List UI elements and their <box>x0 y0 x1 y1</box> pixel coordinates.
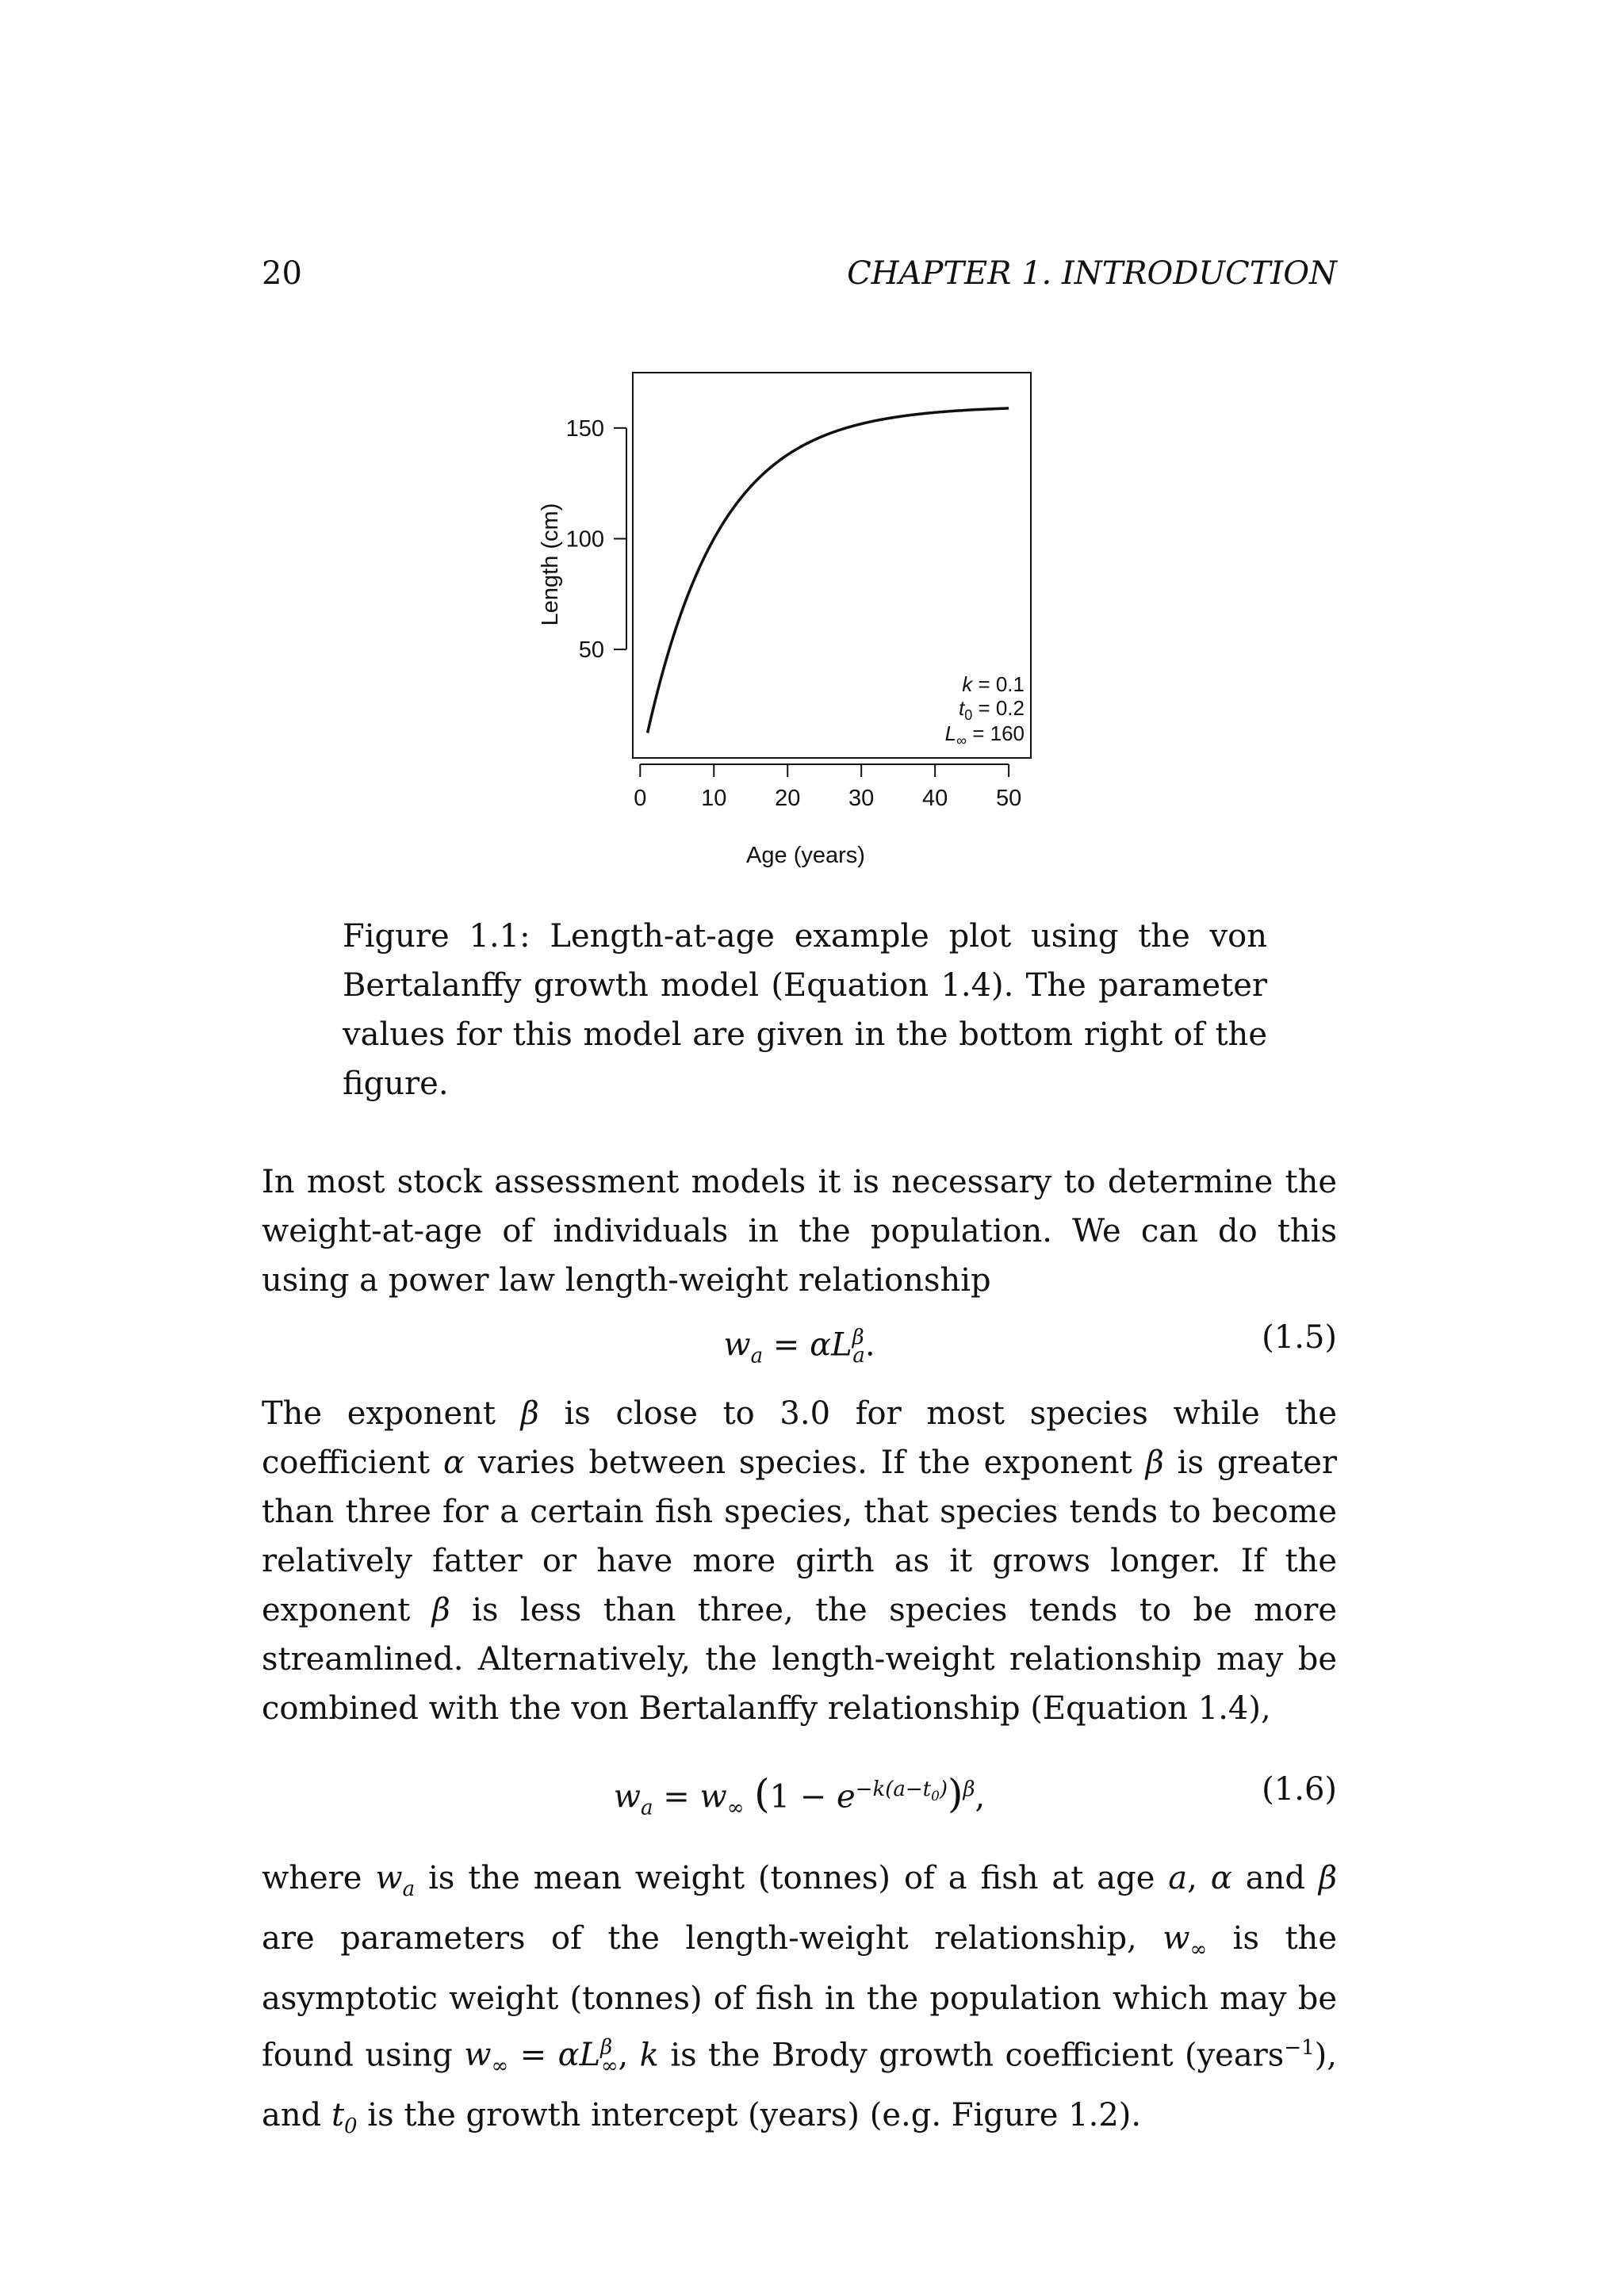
plot-box <box>633 373 1031 758</box>
growth-curve <box>648 408 1009 733</box>
page-header <box>262 255 1337 303</box>
length-at-age-chart <box>476 349 1078 888</box>
parameter-annotation <box>945 672 1025 748</box>
paragraph-2: The exponent β is close to 3.0 for most species while the coefficient α varies between species. If the exponent β is greater than three for a certain fish species, that species tends to become relatively fatter or have more girth as it grows longer. If the exponent β is less than three, the species tends to be more streamlined. Alternatively, the length-weight relationship may be combined with the von Bertalanffy relationship (Equation 1.4), <box>262 1395 1337 1727</box>
equation-1-5-number: (1.5) <box>1262 1319 1337 1356</box>
x-tick-label: 50 <box>995 786 1022 811</box>
x-tick-label: 20 <box>775 786 801 811</box>
paragraph-3: where $w_a$ is the mean weight (tonnes) of a fish at age a, α and β are parameters of the length-weight relationship, $w_\infty$ is the asymptotic weight (tonnes) of fish in the population which may be found using $w_\infty = \alpha L^\beta_\infty$, k is the Brody growth coefficient (years$^{-1}$), and $t_0$ is the growth intercept (years) (e.g. Figure 1.2). <box>262 1860 1337 2139</box>
figure-caption <box>343 912 1267 1108</box>
page-number: 20 <box>262 255 302 292</box>
param-linf: $L_\infty = 160$ <box>944 721 1025 748</box>
main-text <box>262 1158 1337 2151</box>
paragraph-1: In most stock assessment models it is necessary to determine the weight-at-age of individuals in the population. We can do this using a power law length-weight relationship <box>262 1164 1337 1299</box>
param-t0: $t_0 = 0.2$ <box>958 696 1025 723</box>
x-tick-label: 30 <box>848 786 875 811</box>
y-tick-label: 100 <box>565 526 604 553</box>
x-axis <box>634 764 1021 811</box>
figure-caption-text: Figure 1.1: Length-at-age example plot using the von Bertalanffy growth model (Equation 1.4). The parameter values for this model are given in the bottom right of the figure. <box>343 918 1267 1102</box>
chapter-title: CHAPTER 1. INTRODUCTION <box>847 255 1337 292</box>
param-k: k = 0.1 <box>962 672 1025 696</box>
x-tick-label: 40 <box>922 786 948 811</box>
equation-1-6-body: $w_a = w_\infty$ $(1 - e^{-k(a-t_0)})^\beta$, <box>613 1770 986 1820</box>
equation-1-5 <box>262 1313 1337 1375</box>
y-tick-label: 150 <box>565 415 604 442</box>
y-axis <box>566 416 626 663</box>
x-tick-label: 10 <box>701 786 727 811</box>
x-axis-label: Age (years) <box>746 843 865 868</box>
x-tick-label: 0 <box>634 786 647 811</box>
equation-1-5-body: $w_a = \alpha L^\beta_a$. <box>723 1326 875 1368</box>
y-tick-label: 50 <box>578 637 604 664</box>
equation-1-6-number: (1.6) <box>1262 1771 1337 1808</box>
y-axis-label: Length (cm) <box>538 503 563 626</box>
equation-1-6 <box>262 1754 1337 1830</box>
